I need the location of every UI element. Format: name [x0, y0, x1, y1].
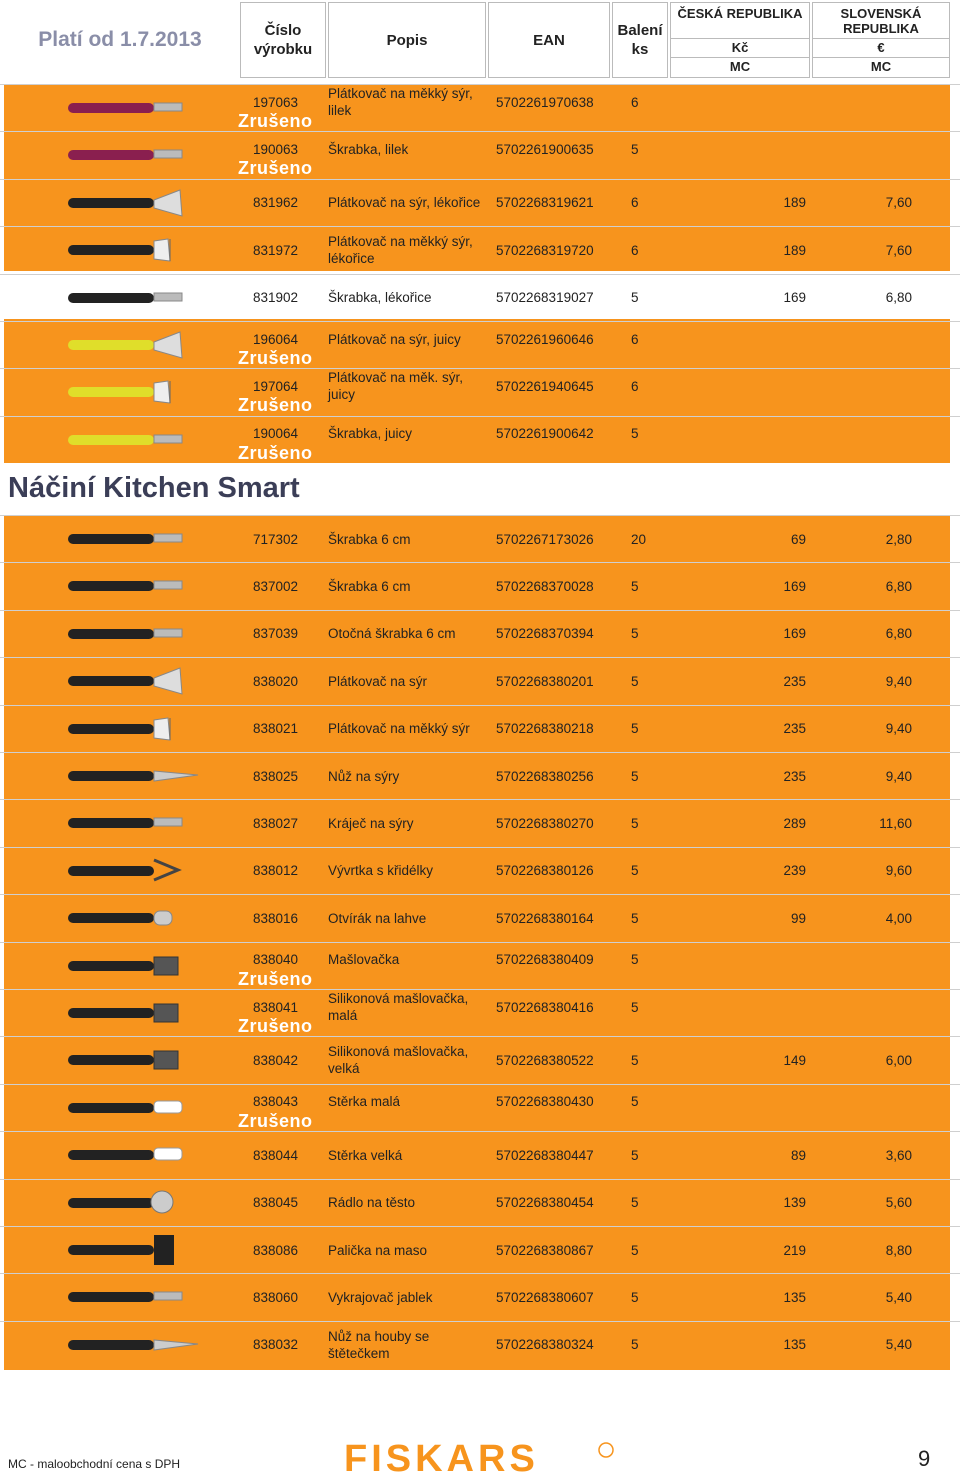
- price-eur: [846, 85, 912, 131]
- silicone-brush-large-icon: [58, 1041, 228, 1079]
- table-row: [0, 274, 960, 321]
- pack-quantity: 5: [631, 1195, 639, 1211]
- product-description: Škrabka, lékořice: [328, 290, 432, 306]
- product-code: 838032: [253, 1337, 299, 1353]
- price-eur: 7,60: [885, 195, 912, 211]
- cheese-cutter-icon: [58, 804, 228, 842]
- product-ean: 5702261900642: [496, 426, 594, 442]
- corkscrew-icon: [58, 852, 228, 890]
- table-row: [0, 1321, 960, 1368]
- product-description: Kráječ na sýry: [328, 815, 414, 831]
- product-description: Stěrka velká: [328, 1147, 403, 1163]
- product-code: 831902: [253, 290, 299, 306]
- price-czk: 235: [783, 768, 806, 784]
- price-eur: [846, 369, 912, 415]
- product-code: 838020: [253, 673, 299, 689]
- pack-quantity: 6: [631, 195, 639, 211]
- product-ean: 5702268380867: [496, 1242, 594, 1258]
- apple-corer-icon: [58, 1278, 228, 1316]
- table-row: [0, 226, 960, 273]
- price-eur: 4,00: [885, 910, 912, 926]
- product-code: 190063: [253, 141, 299, 157]
- table-row: [0, 657, 960, 704]
- product-ean: 5702268380164: [496, 910, 594, 926]
- product-description: Škrabka 6 cm: [328, 531, 411, 547]
- product-description: Plátkovač na sýr, lékořice: [328, 195, 481, 211]
- cancelled-label: Zrušeno: [238, 395, 313, 416]
- price-czk: [746, 369, 806, 415]
- peeler-yellow-icon: [58, 421, 228, 459]
- price-czk: 239: [783, 863, 806, 879]
- pack-quantity: 6: [631, 331, 639, 347]
- basting-brush-icon: [58, 947, 228, 985]
- column-header-czech: [670, 2, 810, 78]
- product-description: Nůž na sýry: [328, 768, 400, 784]
- pack-quantity: 5: [631, 1242, 639, 1258]
- peeler-black-icon: [58, 279, 228, 317]
- price-czk: 135: [783, 1289, 806, 1305]
- product-ean: 5702268319621: [496, 195, 594, 211]
- pack-quantity: 5: [631, 863, 639, 879]
- slovak-country-label: SLOVENSKÁ REPUBLIKA: [813, 3, 949, 39]
- price-eur: 3,60: [885, 1147, 912, 1163]
- price-czk: [746, 1085, 806, 1131]
- table-row: [0, 1036, 960, 1083]
- czech-price-type-label: MC: [729, 59, 751, 74]
- product-ean: 5702268380607: [496, 1289, 594, 1305]
- price-eur: [846, 990, 912, 1036]
- product-description: Otvírák na lahve: [328, 910, 427, 926]
- price-czk: 235: [783, 673, 806, 689]
- product-description: Škrabka, lilek: [328, 141, 409, 157]
- price-eur: 5,40: [885, 1337, 912, 1353]
- product-code: 838021: [253, 721, 299, 737]
- pack-quantity: 5: [631, 1094, 639, 1110]
- product-ean: 5702268380256: [496, 768, 594, 784]
- pack-quantity: 5: [631, 910, 639, 926]
- price-eur: 9,40: [885, 721, 912, 737]
- product-description: Vývrtka s křidélky: [328, 863, 434, 879]
- price-czk: 235: [783, 721, 806, 737]
- product-ean: 5702268380201: [496, 673, 594, 689]
- price-eur: 2,80: [885, 531, 912, 547]
- product-code: 838012: [253, 863, 299, 879]
- price-eur: 6,80: [885, 578, 912, 594]
- price-eur: 6,80: [885, 626, 912, 642]
- product-ean: 5702268380126: [496, 863, 594, 879]
- price-czk: 99: [790, 910, 806, 926]
- product-description: Silikonová mašlovačka, velká: [328, 1044, 469, 1077]
- table-row: [0, 416, 960, 463]
- column-header-slovak: [812, 2, 950, 78]
- product-description: Mašlovačka: [328, 952, 400, 968]
- price-eur: 6,00: [885, 1052, 912, 1068]
- table-row: [0, 894, 960, 941]
- cheese-knife-icon: [58, 757, 228, 795]
- price-czk: 289: [783, 815, 806, 831]
- pack-quantity: 5: [631, 1337, 639, 1353]
- price-czk: 169: [783, 626, 806, 642]
- product-code: 717302: [253, 531, 299, 547]
- pack-quantity: 6: [631, 242, 639, 258]
- product-description: Plátkovač na měk. sýr, juicy: [328, 370, 464, 403]
- price-eur: [846, 1085, 912, 1131]
- product-ean: 5702268380430: [496, 1094, 594, 1110]
- soft-cheese-slicer-icon: [58, 231, 228, 269]
- product-description: Vykrajovač jablek: [328, 1289, 433, 1305]
- cheese-slicer-yellow-icon: [58, 326, 228, 364]
- column-header-ean: EAN: [488, 2, 610, 78]
- pack-quantity: 5: [631, 1052, 639, 1068]
- product-ean: 5702261900635: [496, 141, 594, 157]
- table-row: [0, 942, 960, 989]
- pack-quantity: 6: [631, 94, 639, 110]
- pack-quantity: 5: [631, 1289, 639, 1305]
- cancelled-label: Zrušeno: [238, 1016, 313, 1036]
- slovak-currency-label: €: [813, 39, 949, 58]
- product-description: Nůž na houby se štětečkem: [328, 1328, 430, 1361]
- bottle-opener-icon: [58, 899, 228, 937]
- table-header: [4, 2, 950, 78]
- cancelled-label: Zrušeno: [238, 1110, 313, 1131]
- cheese-slicer-icon: [58, 662, 228, 700]
- pack-quantity: 5: [631, 426, 639, 442]
- price-eur: 9,60: [885, 863, 912, 879]
- peeler-icon: [58, 520, 228, 558]
- table-row: [0, 515, 960, 562]
- cancelled-label: Zrušeno: [238, 968, 313, 989]
- price-czk: 139: [783, 1195, 806, 1211]
- price-czk: [746, 417, 806, 463]
- price-czk: 219: [783, 1242, 806, 1258]
- price-czk: 169: [783, 578, 806, 594]
- product-ean: 5702268380454: [496, 1195, 594, 1211]
- pack-quantity: 5: [631, 626, 639, 642]
- price-czk: 135: [783, 1337, 806, 1353]
- column-header-description: Popis: [328, 2, 486, 78]
- meat-tenderizer-icon: [58, 1231, 228, 1269]
- table-row: [0, 179, 960, 226]
- section-title: Náčiní Kitchen Smart: [8, 472, 300, 504]
- peeler-purple-icon: [58, 89, 228, 127]
- table-row: [0, 321, 960, 368]
- pack-quantity: 6: [631, 378, 639, 394]
- price-eur: [846, 132, 912, 178]
- mushroom-knife-icon: [58, 1326, 228, 1364]
- product-code: 837039: [253, 626, 299, 642]
- product-code: 831972: [253, 242, 299, 258]
- product-ean: 5702261970638: [496, 94, 594, 110]
- pack-quantity: 5: [631, 1147, 639, 1163]
- peeler-purple-icon: [58, 136, 228, 174]
- product-code: 838025: [253, 768, 299, 784]
- product-description: Otočná škrabka 6 cm: [328, 626, 456, 642]
- column-header-number: Číslo výrobku: [240, 2, 326, 78]
- pack-quantity: 5: [631, 141, 639, 157]
- product-code: 838043: [253, 1094, 299, 1110]
- product-ean: 5702268380409: [496, 952, 594, 968]
- brand-wordmark: FISKARS: [344, 1440, 539, 1476]
- pack-quantity: 5: [631, 673, 639, 689]
- table-row: [0, 1131, 960, 1178]
- price-eur: 9,40: [885, 673, 912, 689]
- validity-title: Platí od 1.7.2013: [4, 2, 236, 78]
- product-description: Stěrka malá: [328, 1094, 401, 1110]
- price-eur: 7,60: [885, 242, 912, 258]
- spatula-icon: [58, 1089, 228, 1127]
- table-row: [0, 989, 960, 1036]
- price-czk: [746, 132, 806, 178]
- table-row: [0, 847, 960, 894]
- product-ean: 5702268380447: [496, 1147, 594, 1163]
- price-czk: 89: [790, 1147, 806, 1163]
- table-row: [0, 1226, 960, 1273]
- product-code: 838016: [253, 910, 299, 926]
- price-czk: [746, 322, 806, 368]
- czech-country-label: ČESKÁ REPUBLIKA: [671, 3, 809, 39]
- pack-quantity: 5: [631, 721, 639, 737]
- product-ean: 5702268380522: [496, 1052, 594, 1068]
- price-czk: [746, 990, 806, 1036]
- price-eur: 6,80: [885, 290, 912, 306]
- fiskars-logo: [344, 1440, 620, 1476]
- product-description: Plátkovač na měkký sýr: [328, 721, 470, 737]
- price-eur: 5,40: [885, 1289, 912, 1305]
- soft-cheese-slicer-icon: [58, 710, 228, 748]
- swivel-peeler-icon: [58, 615, 228, 653]
- product-code: 196064: [253, 331, 299, 347]
- cancelled-label: Zrušeno: [238, 158, 313, 179]
- product-ean: 5702267173026: [496, 531, 594, 547]
- product-description: Palička na maso: [328, 1242, 428, 1258]
- product-description: Škrabka, juicy: [328, 426, 413, 442]
- product-code: 831962: [253, 195, 299, 211]
- czech-currency-label: Kč: [671, 39, 809, 58]
- spatula-icon: [58, 1136, 228, 1174]
- cheese-slicer-icon: [58, 184, 228, 222]
- product-code: 838042: [253, 1052, 299, 1068]
- price-czk: [746, 943, 806, 989]
- product-ean: 5702268380218: [496, 721, 594, 737]
- product-code: 838041: [253, 999, 299, 1015]
- pack-quantity: 5: [631, 815, 639, 831]
- cancelled-label: Zrušeno: [238, 442, 313, 463]
- product-code: 838086: [253, 1242, 299, 1258]
- product-description: Silikonová mašlovačka, malá: [328, 991, 469, 1023]
- price-czk: 149: [783, 1052, 806, 1068]
- product-code: 838027: [253, 815, 299, 831]
- product-code: 197063: [253, 94, 299, 110]
- pack-quantity: 5: [631, 952, 639, 968]
- product-code: 838044: [253, 1147, 299, 1163]
- product-ean: 5702268370028: [496, 578, 594, 594]
- price-eur: 5,60: [885, 1195, 912, 1211]
- product-code: 838040: [253, 952, 299, 968]
- page-number: 9: [918, 1446, 931, 1471]
- cancelled-label: Zrušeno: [238, 111, 313, 131]
- product-ean: 5702261960646: [496, 331, 594, 347]
- price-czk: 69: [790, 531, 806, 547]
- product-description: Škrabka 6 cm: [328, 578, 411, 594]
- product-description: Rádlo na těsto: [328, 1195, 416, 1211]
- table-row: [0, 562, 960, 609]
- price-czk: 169: [783, 290, 806, 306]
- product-ean: 5702268380324: [496, 1337, 594, 1353]
- pack-quantity: 5: [631, 578, 639, 594]
- pack-quantity: 5: [631, 999, 639, 1015]
- table-row: [0, 1273, 960, 1320]
- product-ean: 5702268380416: [496, 999, 594, 1015]
- price-eur: [846, 943, 912, 989]
- table-row: [0, 799, 960, 846]
- product-code: 197064: [253, 378, 299, 394]
- price-czk: 189: [783, 242, 806, 258]
- product-description: Plátkovač na měkký sýr, lilek: [328, 86, 473, 118]
- column-header-pack: Balení ks: [612, 2, 668, 78]
- footer-note: MC - maloobchodní cena s DPH: [8, 1457, 181, 1471]
- product-code: 838045: [253, 1195, 299, 1211]
- cancelled-label: Zrušeno: [238, 348, 313, 368]
- product-ean: 5702261940645: [496, 378, 594, 394]
- table-row: [0, 1084, 960, 1131]
- product-description: Plátkovač na měkký sýr, lékořice: [328, 234, 473, 267]
- table-row: [0, 610, 960, 657]
- pack-quantity: 20: [631, 531, 647, 547]
- table-row: [0, 131, 960, 178]
- price-czk: [746, 85, 806, 131]
- price-eur: 8,80: [885, 1242, 912, 1258]
- pack-quantity: 5: [631, 290, 639, 306]
- product-ean: 5702268370394: [496, 626, 594, 642]
- table-row: [0, 752, 960, 799]
- product-code: 838060: [253, 1289, 299, 1305]
- product-description: Plátkovač na sýr: [328, 673, 428, 689]
- price-eur: 9,40: [885, 768, 912, 784]
- product-ean: 5702268319027: [496, 290, 594, 306]
- product-code: 190064: [253, 426, 299, 442]
- price-eur: [846, 322, 912, 368]
- peeler-icon: [58, 567, 228, 605]
- slovak-price-type-label: MC: [870, 59, 892, 74]
- silicone-brush-icon: [58, 994, 228, 1032]
- price-czk: 189: [783, 195, 806, 211]
- price-eur: [846, 417, 912, 463]
- pastry-wheel-icon: [58, 1184, 228, 1222]
- table-row: [0, 84, 960, 131]
- pack-quantity: 5: [631, 768, 639, 784]
- table-row: [0, 705, 960, 752]
- product-description: Plátkovač na sýr, juicy: [328, 331, 461, 347]
- product-code: 837002: [253, 578, 299, 594]
- price-eur: 11,60: [879, 815, 912, 831]
- table-row: [0, 368, 960, 415]
- soft-cheese-slicer-yellow-icon: [58, 373, 228, 411]
- product-ean: 5702268380270: [496, 815, 594, 831]
- table-row: [0, 1179, 960, 1226]
- product-ean: 5702268319720: [496, 242, 594, 258]
